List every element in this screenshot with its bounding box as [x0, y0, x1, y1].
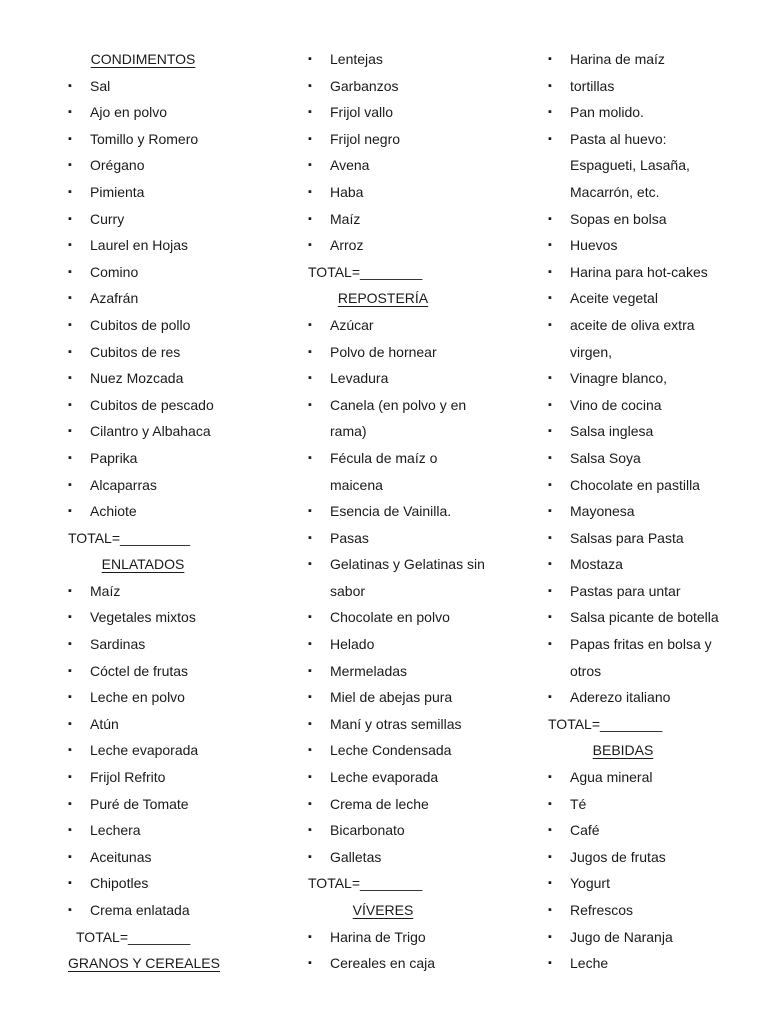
list-item: ▪ Pan molido.: [548, 99, 758, 126]
list-item: ▪ Cereales en caja: [308, 950, 532, 977]
list-item: ▪ Leche evaporada: [68, 737, 292, 764]
list-item: ▪ Polvo de hornear: [308, 339, 532, 366]
list-item: ▪ Frijol Refrito: [68, 764, 292, 791]
list-item: ▪ Levadura: [308, 365, 532, 392]
list-item: ▪ Pasas: [308, 525, 532, 552]
list-item: ▪ Agua mineral: [548, 764, 758, 791]
section-heading: CONDIMENTOS: [90, 51, 196, 67]
list-item: ▪ Refrescos: [548, 897, 758, 924]
list-item: ▪ Orégano: [68, 152, 292, 179]
list-item: ▪ Salsa picante de botella: [548, 604, 758, 631]
total-line: TOTAL=_________: [68, 529, 191, 546]
list-item: ▪ Chipotles: [68, 870, 292, 897]
section-heading: BEBIDAS: [592, 742, 654, 759]
list-item: ▪ Pimienta: [68, 179, 292, 206]
list-item: ▪ Harina de Trigo: [308, 924, 532, 951]
list-item: ▪ Pasta al huevo:: [548, 126, 758, 153]
column-1: [68, 46, 292, 977]
list-item: ▪ Leche en polvo: [68, 684, 292, 711]
list-item: ▪ Aceitunas: [68, 844, 292, 871]
column-2: [308, 46, 532, 977]
list-item: ▪ Arroz: [308, 232, 532, 259]
list-item: ▪ Jugos de frutas: [548, 844, 758, 871]
list-item: ▪ Garbanzos: [308, 73, 532, 100]
list-item: ▪ Fécula de maíz o: [308, 445, 532, 472]
list-item: ▪ Cilantro y Albahaca: [68, 418, 292, 445]
list-item: ▪ Alcaparras: [68, 472, 292, 499]
list-item: ▪ Café: [548, 817, 758, 844]
list-item: ▪ Puré de Tomate: [68, 791, 292, 818]
list-item: ▪ Harina de maíz: [548, 46, 758, 73]
list-item: ▪ Huevos: [548, 232, 758, 259]
list-item: ▪ Yogurt: [548, 870, 758, 897]
list-item: ▪ Cóctel de frutas: [68, 658, 292, 685]
list-item: ▪ Paprika: [68, 445, 292, 472]
list-item: ▪ Mostaza: [548, 551, 758, 578]
list-item: ▪ Azúcar: [308, 312, 532, 339]
list-item: ▪ Achiote: [68, 498, 292, 525]
list-item: ▪ Comino: [68, 259, 292, 286]
list-item: ▪ Vegetales mixtos: [68, 604, 292, 631]
list-item-continuation: Espagueti, Lasaña,: [570, 157, 690, 174]
section-heading: VÍVERES: [352, 902, 414, 918]
list-item: ▪ Curry: [68, 206, 292, 233]
list-item: ▪ Nuez Mozcada: [68, 365, 292, 392]
list-item: ▪ Esencia de Vainilla.: [308, 498, 532, 525]
list-item: ▪ Crema enlatada: [68, 897, 292, 924]
list-item: ▪ Papas fritas en bolsa y: [548, 631, 758, 658]
list-item: ▪ Salsa inglesa: [548, 418, 758, 445]
list-item: ▪ Lechera: [68, 817, 292, 844]
list-item-continuation: Macarrón, etc.: [570, 183, 660, 200]
total-line: TOTAL=________: [308, 263, 423, 280]
list-item: ▪ Salsas para Pasta: [548, 525, 758, 552]
list-item: ▪ Harina para hot-cakes: [548, 259, 758, 286]
list-item: ▪ Leche: [548, 950, 758, 977]
list-item: ▪ Maíz: [308, 206, 532, 233]
list-item: ▪ Cubitos de pescado: [68, 392, 292, 419]
list-item: ▪ Leche Condensada: [308, 737, 532, 764]
list-item: ▪ Té: [548, 791, 758, 818]
list-item: ▪ Mermeladas: [308, 658, 532, 685]
list-item-continuation: otros: [570, 662, 602, 679]
list-item-continuation: sabor: [330, 582, 366, 599]
list-item: ▪ Crema de leche: [308, 791, 532, 818]
list-item: ▪ Jugo de Naranja: [548, 924, 758, 951]
list-item: ▪ Bicarbonato: [308, 817, 532, 844]
list-item: ▪ Tomillo y Romero: [68, 126, 292, 153]
list-item-continuation: virgen,: [570, 343, 613, 360]
total-line: TOTAL=________: [548, 715, 663, 732]
list-item: ▪ Sal: [68, 73, 292, 100]
list-item: ▪ Frijol vallo: [308, 99, 532, 126]
list-item: ▪ Chocolate en pastilla: [548, 472, 758, 499]
list-item: ▪ Gelatinas y Gelatinas sin: [308, 551, 532, 578]
column-3: [548, 46, 758, 977]
list-item: ▪ Vinagre blanco,: [548, 365, 758, 392]
total-line: TOTAL=________: [76, 928, 191, 945]
section-heading: ENLATADOS: [101, 556, 185, 573]
list-item: ▪ Frijol negro: [308, 126, 532, 153]
list-item: ▪ Vino de cocina: [548, 392, 758, 419]
list-item: ▪ tortillas: [548, 73, 758, 100]
list-item: ▪ Pastas para untar: [548, 578, 758, 605]
list-item: ▪ Ajo en polvo: [68, 99, 292, 126]
list-item: ▪ Salsa Soya: [548, 445, 758, 472]
list-item: ▪ Maní y otras semillas: [308, 711, 532, 738]
list-item: ▪ Miel de abejas pura: [308, 684, 532, 711]
total-line: TOTAL=________: [308, 875, 423, 892]
list-item: ▪ Aceite vegetal: [548, 285, 758, 312]
list-item: ▪ Laurel en Hojas: [68, 232, 292, 259]
list-item: ▪ Avena: [308, 152, 532, 179]
section-heading: REPOSTERÍA: [337, 290, 429, 307]
list-item: ▪ Mayonesa: [548, 498, 758, 525]
list-item: ▪ Leche evaporada: [308, 764, 532, 791]
list-item: ▪ aceite de oliva extra: [548, 312, 758, 339]
list-item: ▪ Chocolate en polvo: [308, 604, 532, 631]
section-heading: GRANOS Y CEREALES: [68, 955, 220, 972]
list-item: ▪ Lentejas: [308, 46, 532, 73]
list-item: ▪ Canela (en polvo y en: [308, 392, 532, 419]
list-item-continuation: rama): [330, 423, 367, 440]
list-item: ▪ Atún: [68, 711, 292, 738]
list-item: ▪ Sopas en bolsa: [548, 206, 758, 233]
list-item: ▪ Cubitos de res: [68, 339, 292, 366]
list-item: ▪ Helado: [308, 631, 532, 658]
list-item: ▪ Galletas: [308, 844, 532, 871]
list-item: ▪ Sardinas: [68, 631, 292, 658]
list-item: ▪ Haba: [308, 179, 532, 206]
list-item: ▪ Cubitos de pollo: [68, 312, 292, 339]
list-item: ▪ Maíz: [68, 578, 292, 605]
list-item: ▪ Aderezo italiano: [548, 684, 758, 711]
list-item-continuation: maicena: [330, 476, 383, 493]
list-item: ▪ Azafrán: [68, 285, 292, 312]
